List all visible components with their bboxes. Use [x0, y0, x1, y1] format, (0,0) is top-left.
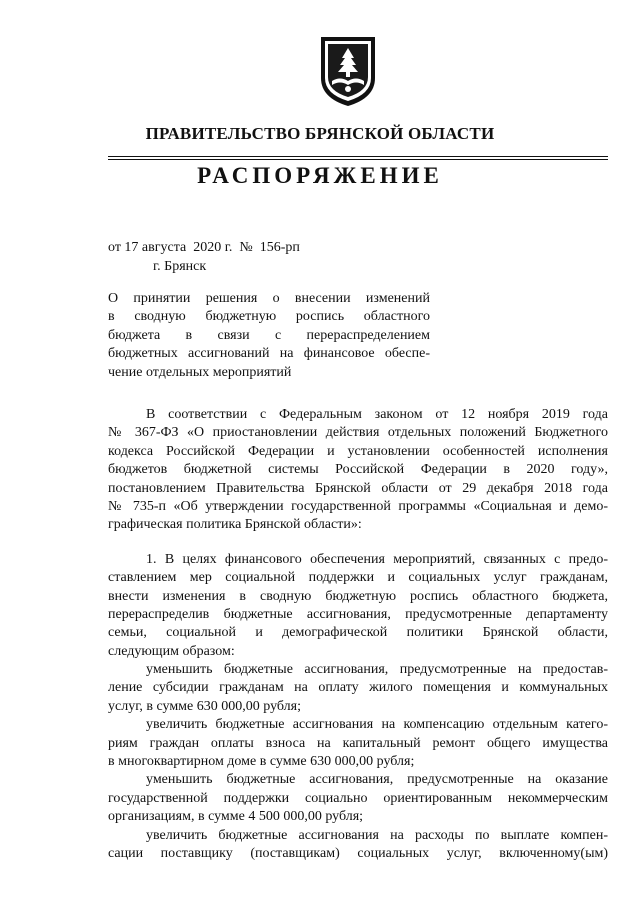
- subject-line: бюджетных ассигнований на финансовое обеспе-: [108, 346, 430, 362]
- body-line: уменьшить бюджетные ассигнования, предусмотренные на предостав-: [146, 662, 608, 678]
- organization-title: ПРАВИТЕЛЬСТВО БРЯНСКОЙ ОБЛАСТИ: [145, 124, 495, 143]
- body-line: графическая политика Брянской области»:: [108, 517, 362, 533]
- preamble-paragraph: [108, 406, 608, 535]
- body-line: № 367-ФЗ «О приостановлении действия отдельных положений Бюджетного: [108, 425, 608, 441]
- body-line: следующим образом:: [108, 643, 235, 659]
- body-line: постановлением Правительства Брянской области от 29 декабря 2018 года: [108, 480, 608, 496]
- subitem-c-paragraph: [108, 771, 608, 826]
- header-divider: [108, 156, 608, 157]
- document-type: РАСПОРЯЖЕНИЕ: [197, 163, 443, 188]
- body-line: услуг, в сумме 630 000,00 рубля;: [108, 698, 301, 714]
- body-line: 1. В целях финансового обеспечения мероприятий, связанных с предо-: [146, 551, 608, 567]
- body-line: риям граждан оплаты взноса на капитальный ремонт общего имущества: [108, 735, 608, 751]
- item-1-paragraph: [108, 551, 608, 661]
- body-line: ление субсидии гражданам на оплату жилого помещения и коммунальных: [108, 680, 608, 696]
- body-line: ставлением мер социальной поддержки и социальных услуг гражданам,: [108, 570, 608, 586]
- header-divider-thin: [108, 159, 608, 160]
- subitem-a-paragraph: [108, 661, 608, 716]
- body-line: перераспределив бюджетные ассигнования, предусмотренные департаменту: [108, 606, 608, 622]
- body-line: В соответствии с Федеральным законом от 12 ноября 2019 года: [146, 407, 608, 422]
- document-body: [108, 406, 608, 863]
- paragraph-gap: [108, 535, 608, 551]
- body-line: № 735-п «Об утверждении государственной программы «Социальная и демо-: [108, 498, 608, 514]
- subject-block: [108, 290, 430, 382]
- subject-line: О принятии решения о внесении изменений: [108, 291, 430, 306]
- body-line: бюджетов бюджетной системы Российской Федерации в 2020 году»,: [108, 462, 608, 478]
- body-line: увеличить бюджетные ассигнования на расходы по выплате компен-: [146, 827, 608, 843]
- body-line: внести изменения в сводную бюджетную роспись областного бюджета,: [108, 588, 608, 604]
- subject-line: в сводную бюджетную роспись областного: [108, 309, 430, 325]
- body-line: государственной поддержки социально ориентированным некоммерческим: [108, 790, 608, 806]
- date-number-line: от 17 августа 2020 г. № 156-рп: [108, 240, 300, 255]
- body-line: кодекса Российской Федерации и установлении особенностей исполнения: [108, 443, 608, 459]
- subject-line: чение отдельных мероприятий: [108, 364, 292, 380]
- body-line: увеличить бюджетные ассигнования на компенсацию отдельным катего-: [146, 717, 608, 733]
- body-line: сации поставщику (поставщикам) социальных услуг, включенному(ым): [108, 845, 608, 861]
- city-line: г. Брянск: [153, 259, 207, 274]
- coat-of-arms-icon: [318, 34, 378, 108]
- body-line: в многоквартирном доме в сумме 630 000,00 рубля;: [108, 754, 415, 770]
- subitem-b-paragraph: [108, 716, 608, 771]
- body-line: семьи, социальной и демографической политики Брянской области,: [108, 625, 608, 641]
- body-line: организациям, в сумме 4 500 000,00 рубля;: [108, 809, 364, 825]
- subject-line: бюджета в связи с перераспределением: [108, 327, 430, 343]
- body-line: уменьшить бюджетные ассигнования, предусмотренные на оказание: [146, 772, 608, 788]
- subitem-d-paragraph: [108, 827, 608, 864]
